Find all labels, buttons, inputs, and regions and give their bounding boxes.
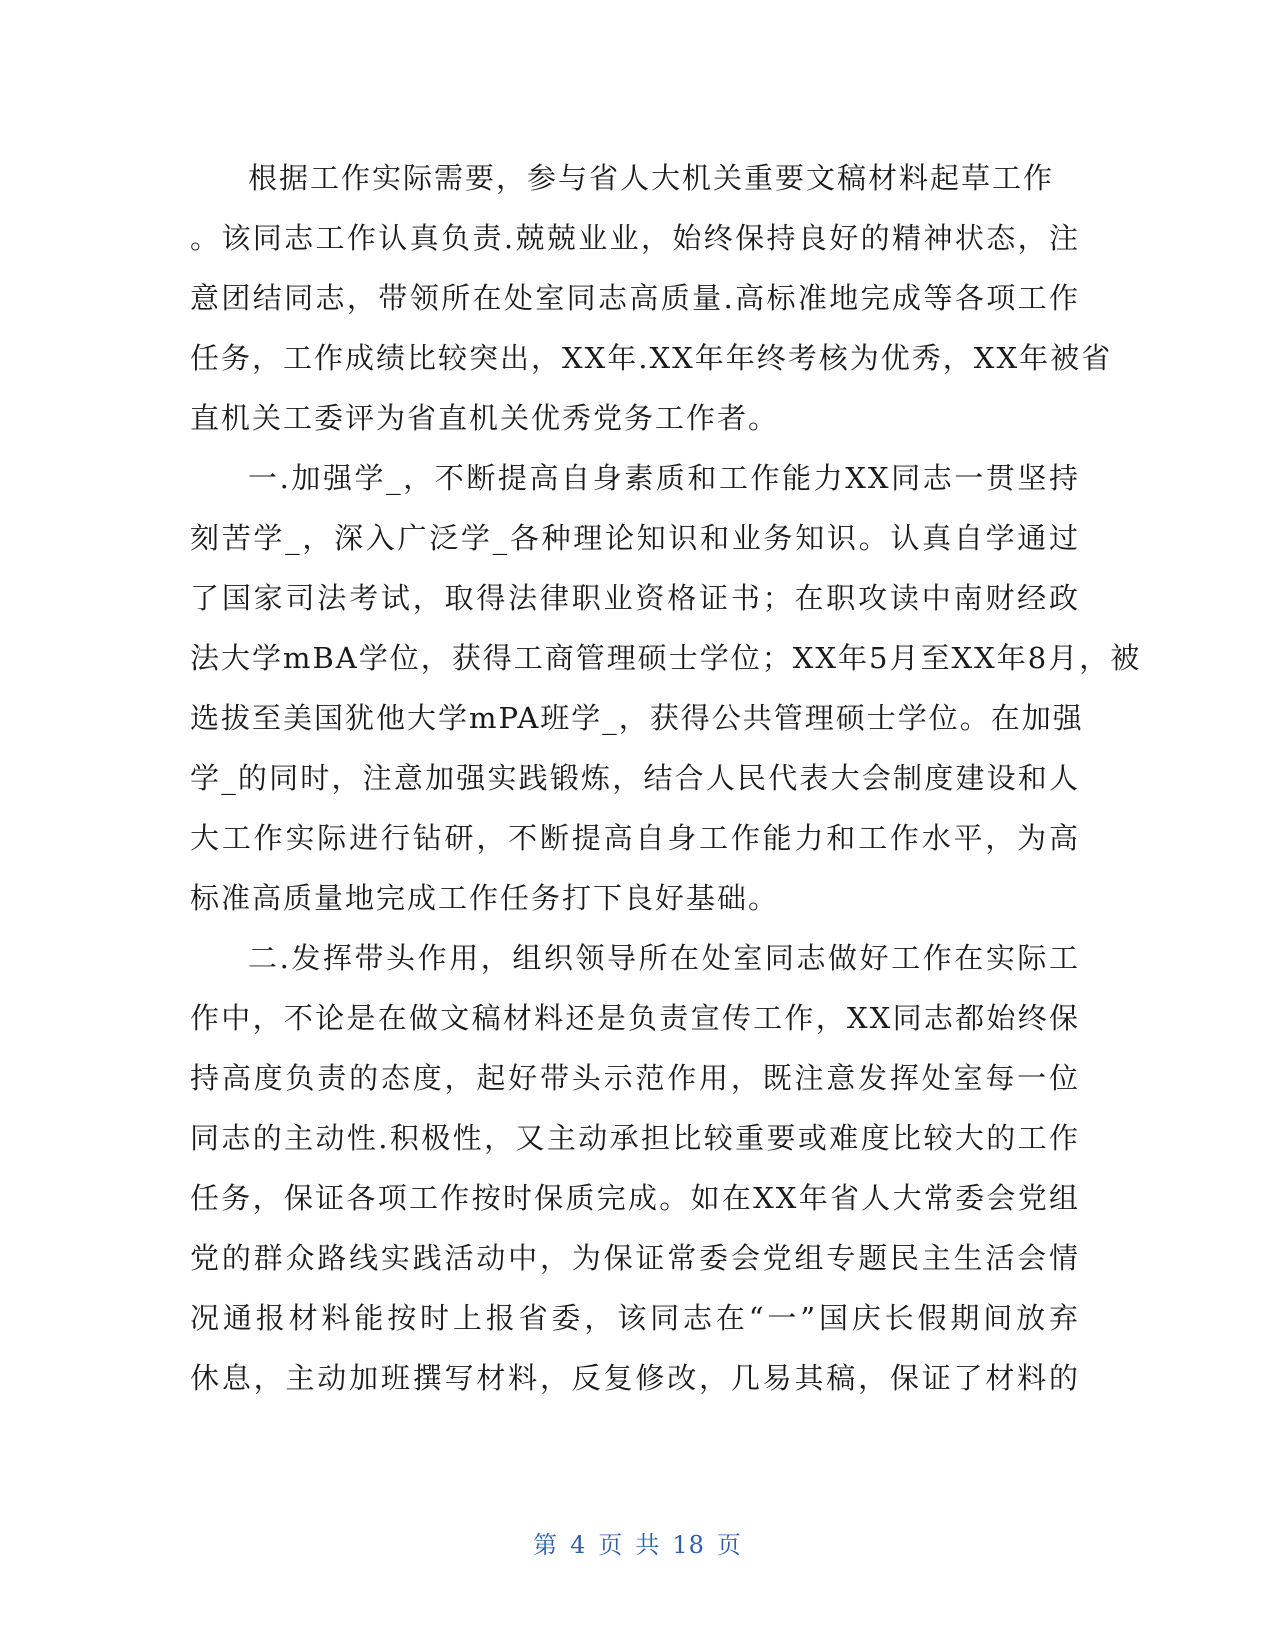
page-footer — [0, 1525, 1275, 1560]
paragraph-line: 持高度负责的态度，起好带头示范作用，既注意发挥处室每一位 — [190, 1061, 1080, 1095]
paragraph-line: 一.加强学_，不断提高自身素质和工作能力XX同志一贯坚持 — [248, 461, 1080, 495]
footer-current-page: 4 — [570, 1531, 587, 1559]
paragraph-line: 二.发挥带头作用，组织领导所在处室同志做好工作在实际工 — [248, 941, 1080, 975]
paragraph-line: 大工作实际进行钻研，不断提高自身工作能力和工作水平，为高 — [190, 821, 1080, 855]
paragraph-line: 休息，主动加班撰写材料，反复修改，几易其稿，保证了材料的 — [190, 1361, 1080, 1395]
paragraph-line: 况通报材料能按时上报省委，该同志在“一”国庆长假期间放弃 — [190, 1301, 1080, 1335]
paragraph-line: 意团结同志，带领所在处室同志高质量.高标准地完成等各项工作 — [190, 281, 1080, 315]
paragraph-line: 党的群众路线实践活动中，为保证常委会党组专题民主生活会情 — [190, 1241, 1080, 1275]
paragraph-line: 学_的同时，注意加强实践锻炼，结合人民代表大会制度建设和人 — [190, 761, 1080, 795]
footer-total-suffix: 页 — [716, 1531, 742, 1559]
paragraph-line: 直机关工委评为省直机关优秀党务工作者。 — [190, 401, 780, 435]
paragraph-line: 刻苦学_，深入广泛学_各种理论知识和业务知识。认真自学通过 — [190, 521, 1080, 555]
paragraph-line: 标准高质量地完成工作任务打下良好基础。 — [190, 881, 780, 915]
paragraph-line: 法大学mBA学位，获得工商管理硕士学位；XX年5月至XX年8月，被 — [190, 641, 1142, 675]
paragraph-line: 作中，不论是在做文稿材料还是负责宣传工作，XX同志都始终保 — [190, 1001, 1080, 1035]
footer-total-pages: 18 — [672, 1531, 705, 1559]
paragraph-line: 同志的主动性.积极性，又主动承担比较重要或难度比较大的工作 — [190, 1121, 1080, 1155]
paragraph-line: 选拔至美国犹他大学mPA班学_，获得公共管理硕士学位。在加强 — [190, 701, 1084, 735]
document-body — [190, 148, 1142, 1408]
footer-page-prefix: 第 — [533, 1531, 559, 1559]
paragraph-line: 了国家司法考试，取得法律职业资格证书；在职攻读中南财经政 — [190, 581, 1080, 615]
paragraph-line: 任务，工作成绩比较突出，XX年.XX年年终考核为优秀，XX年被省 — [190, 341, 1113, 375]
footer-page-word: 页 — [598, 1531, 624, 1559]
paragraph-line: 。该同志工作认真负责.兢兢业业，始终保持良好的精神状态，注 — [190, 221, 1080, 255]
paragraph-line: 任务，保证各项工作按时保质完成。如在XX年省人大常委会党组 — [190, 1181, 1080, 1215]
footer-total-prefix: 共 — [635, 1531, 661, 1559]
paragraph-line: 根据工作实际需要，参与省人大机关重要文稿材料起草工作 — [248, 161, 1055, 195]
